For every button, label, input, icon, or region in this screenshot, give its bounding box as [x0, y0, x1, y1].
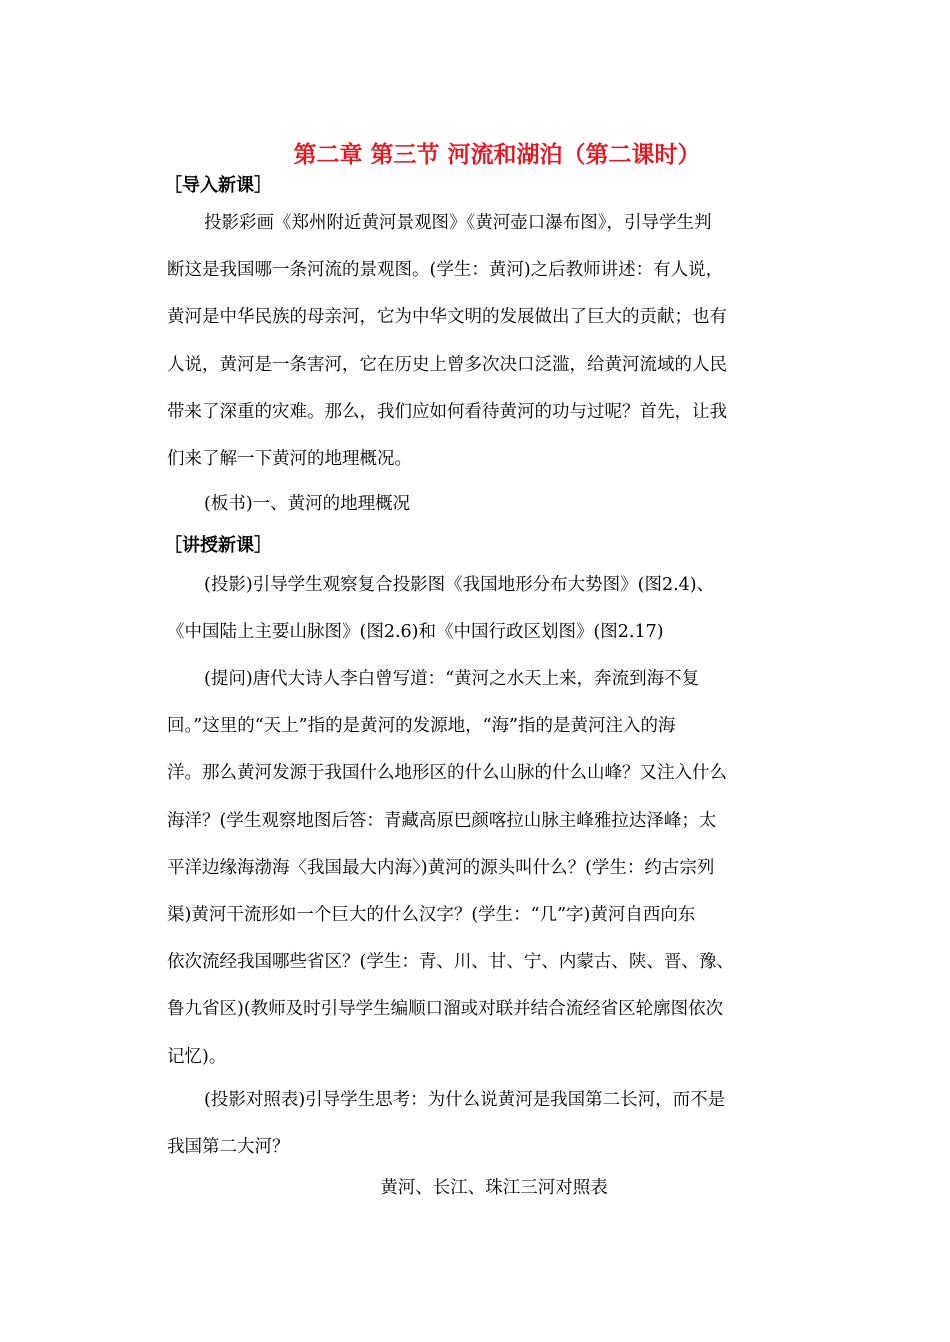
text-line: 海洋？(学生观察地图后答：青藏高原巴颜喀拉山脉主峰雅拉达泽峰；太 [167, 810, 717, 831]
text-line: 们来了解一下黄河的地理概况。 [167, 448, 412, 469]
text-line: 黄河是中华民族的母亲河，它为中华文明的发展做出了巨大的贡献；也有 [167, 307, 727, 328]
comparison-paragraph [167, 1077, 812, 1171]
intro-paragraph [167, 200, 812, 483]
text-line: 平洋边缘海渤海〈我国最大内海〉)黄河的源头叫什么？(学生：约古宗列 [167, 857, 715, 878]
section-heading-lecture: ［讲授新课］ [164, 535, 272, 556]
question-paragraph [167, 656, 812, 1081]
text-line: 回。”这里的“天上”指的是黄河的发源地，“海”指的是黄河注入的海 [167, 716, 676, 737]
table-caption: 黄河、长江、珠江三河对照表 [380, 1178, 608, 1198]
text-line: (投影)引导学生观察复合投影图《我国地形分布大势图》(图2.4)、 [204, 575, 715, 595]
text-line: (提问)唐代大诗人李白曾写道：“黄河之水天上来，奔流到海不复 [204, 669, 700, 689]
text-line: 渠)黄河干流形如一个巨大的什么汉字？(学生：“几”字)黄河自西向东 [167, 904, 696, 925]
text-line: 人说，黄河是一条害河，它在历史上曾多次决口泛滥，给黄河流域的人民 [167, 354, 727, 375]
text-line: (板书)一、黄河的地理概况 [204, 494, 411, 514]
text-line: 记忆)。 [167, 1046, 227, 1067]
section-heading-intro: ［导入新课］ [164, 175, 272, 196]
text-line: 带来了深重的灾难。那么，我们应如何看待黄河的功与过呢？首先，让我 [167, 401, 727, 422]
page-title: 第二章 第三节 河流和湖泊（第二课时） [293, 141, 701, 168]
text-line: 我国第二大河？ [167, 1137, 290, 1158]
text-line: 洋。那么黄河发源于我国什么地形区的什么山脉的什么山峰？又注入什么 [167, 763, 727, 784]
board-note-paragraph [167, 481, 812, 528]
text-line: 断这是我国哪一条河流的景观图。(学生：黄河)之后教师讲述：有人说， [167, 260, 724, 281]
projection-paragraph [167, 562, 812, 656]
text-line: 依次流经我国哪些省区？(学生：青、川、甘、宁、内蒙古、陕、晋、豫、 [167, 952, 734, 973]
text-line: 鲁九省区)(教师及时引导学生编顺口溜或对联并结合流经省区轮廓图依次 [167, 999, 724, 1020]
text-line: 投影彩画《郑州附近黄河景观图》《黄河壶口瀑布图》，引导学生判 [204, 213, 712, 233]
text-line: (投影对照表)引导学生思考：为什么说黄河是我国第二长河，而不是 [204, 1090, 726, 1110]
text-line: 《中国陆上主要山脉图》(图2.6)和《中国行政区划图》(图2.17) [167, 622, 664, 643]
